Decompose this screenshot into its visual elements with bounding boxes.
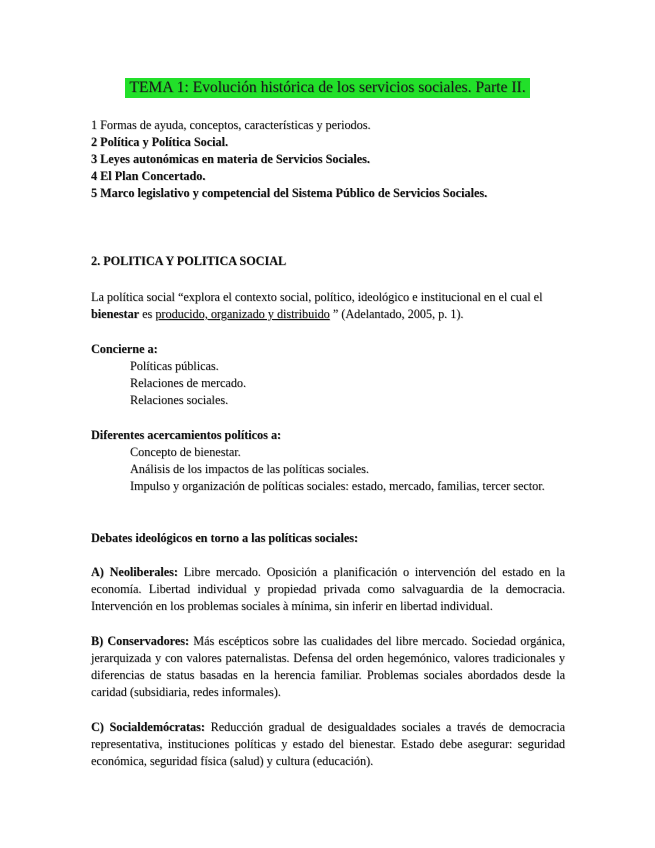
acercamientos-item: Concepto de bienestar. [130,445,241,459]
debate-socialdemocratas [91,719,565,770]
debate-text: abordados desde la caridad (subsidiaria, redes informales). [91,668,566,699]
toc-item-1: 1 Formas de ayuda, conceptos, características y periodos. [91,118,371,132]
intro-line-2 [91,306,463,323]
toc-item-4: 4 El Plan Concertado. [91,169,206,183]
toc-item-2: 2 Política y Política Social. [91,135,229,149]
acercamientos-heading: Diferentes acercamientos políticos a: [91,428,282,442]
acercamientos-item: Impulso y organización de políticas sociales: estado, mercado, familias, tercer sector. [130,479,545,493]
debate-text: representativa, instituciones políticas y estado del bienestar. Estado debe asegurar: seguridad [91,737,565,751]
title-container [0,78,655,98]
debate-label: C) Socialdemócratas: [91,720,205,734]
intro-line-1: La política social “explora el contexto social, político, ideológico e institucional en el cual el [91,290,543,304]
concierne-item: Políticas públicas. [130,359,219,373]
concierne-heading: Concierne a: [91,342,158,356]
concierne-item: Relaciones sociales. [130,393,229,407]
intro-citation: ” (Adelantado, 2005, p. 1). [329,307,464,321]
debate-text: Reducción gradual de desigualdades sociales a través de democracia [204,720,565,734]
debate-text: económica, seguridad física (salud) y cultura (educación). [91,754,374,768]
document-title: TEMA 1: Evolución histórica de los servicios sociales. Parte II. [125,78,529,98]
debate-text: Intervención en los problemas sociales à mínima, sin inferir en libertad individual. [91,599,493,613]
acercamientos-item: Análisis de los impactos de las políticas sociales. [130,462,369,476]
intro-bold-term: bienestar [91,307,140,321]
debate-label: A) Neoliberales: [91,565,178,579]
section-heading: 2. POLITICA Y POLITICA SOCIAL [91,254,287,268]
debate-label: B) Conservadores: [91,634,190,648]
debates-heading: Debates ideológicos en torno a las políticas sociales: [91,531,359,545]
debate-text: Libre mercado. Oposición a planificación o intervención del estado en la [177,565,565,579]
toc-item-5: 5 Marco legislativo y competencial del Sistema Público de Servicios Sociales. [91,186,488,200]
debate-text: economía. Libertad individual y propiedad privada como salvaguardia de la democracia. [91,582,565,596]
debate-text: tradicionales y diferencias de status basadas en la herencia familiar. Problemas sociales [91,651,566,682]
intro-text: es [139,307,156,321]
debate-neoliberales [91,564,565,615]
debate-text: orgánica, jerarquizada y con valores paternalistas. Defensa del orden hegemónico, valores [91,634,565,665]
toc-item-3: 3 Leyes autonómicas en materia de Servicios Sociales. [91,152,370,166]
concierne-item: Relaciones de mercado. [130,376,247,390]
debate-conservadores [91,633,565,701]
intro-underlined-text: producido, organizado y distribuido [155,307,330,321]
debate-text: Más escépticos sobre las cualidades del libre mercado. Sociedad [189,634,517,648]
